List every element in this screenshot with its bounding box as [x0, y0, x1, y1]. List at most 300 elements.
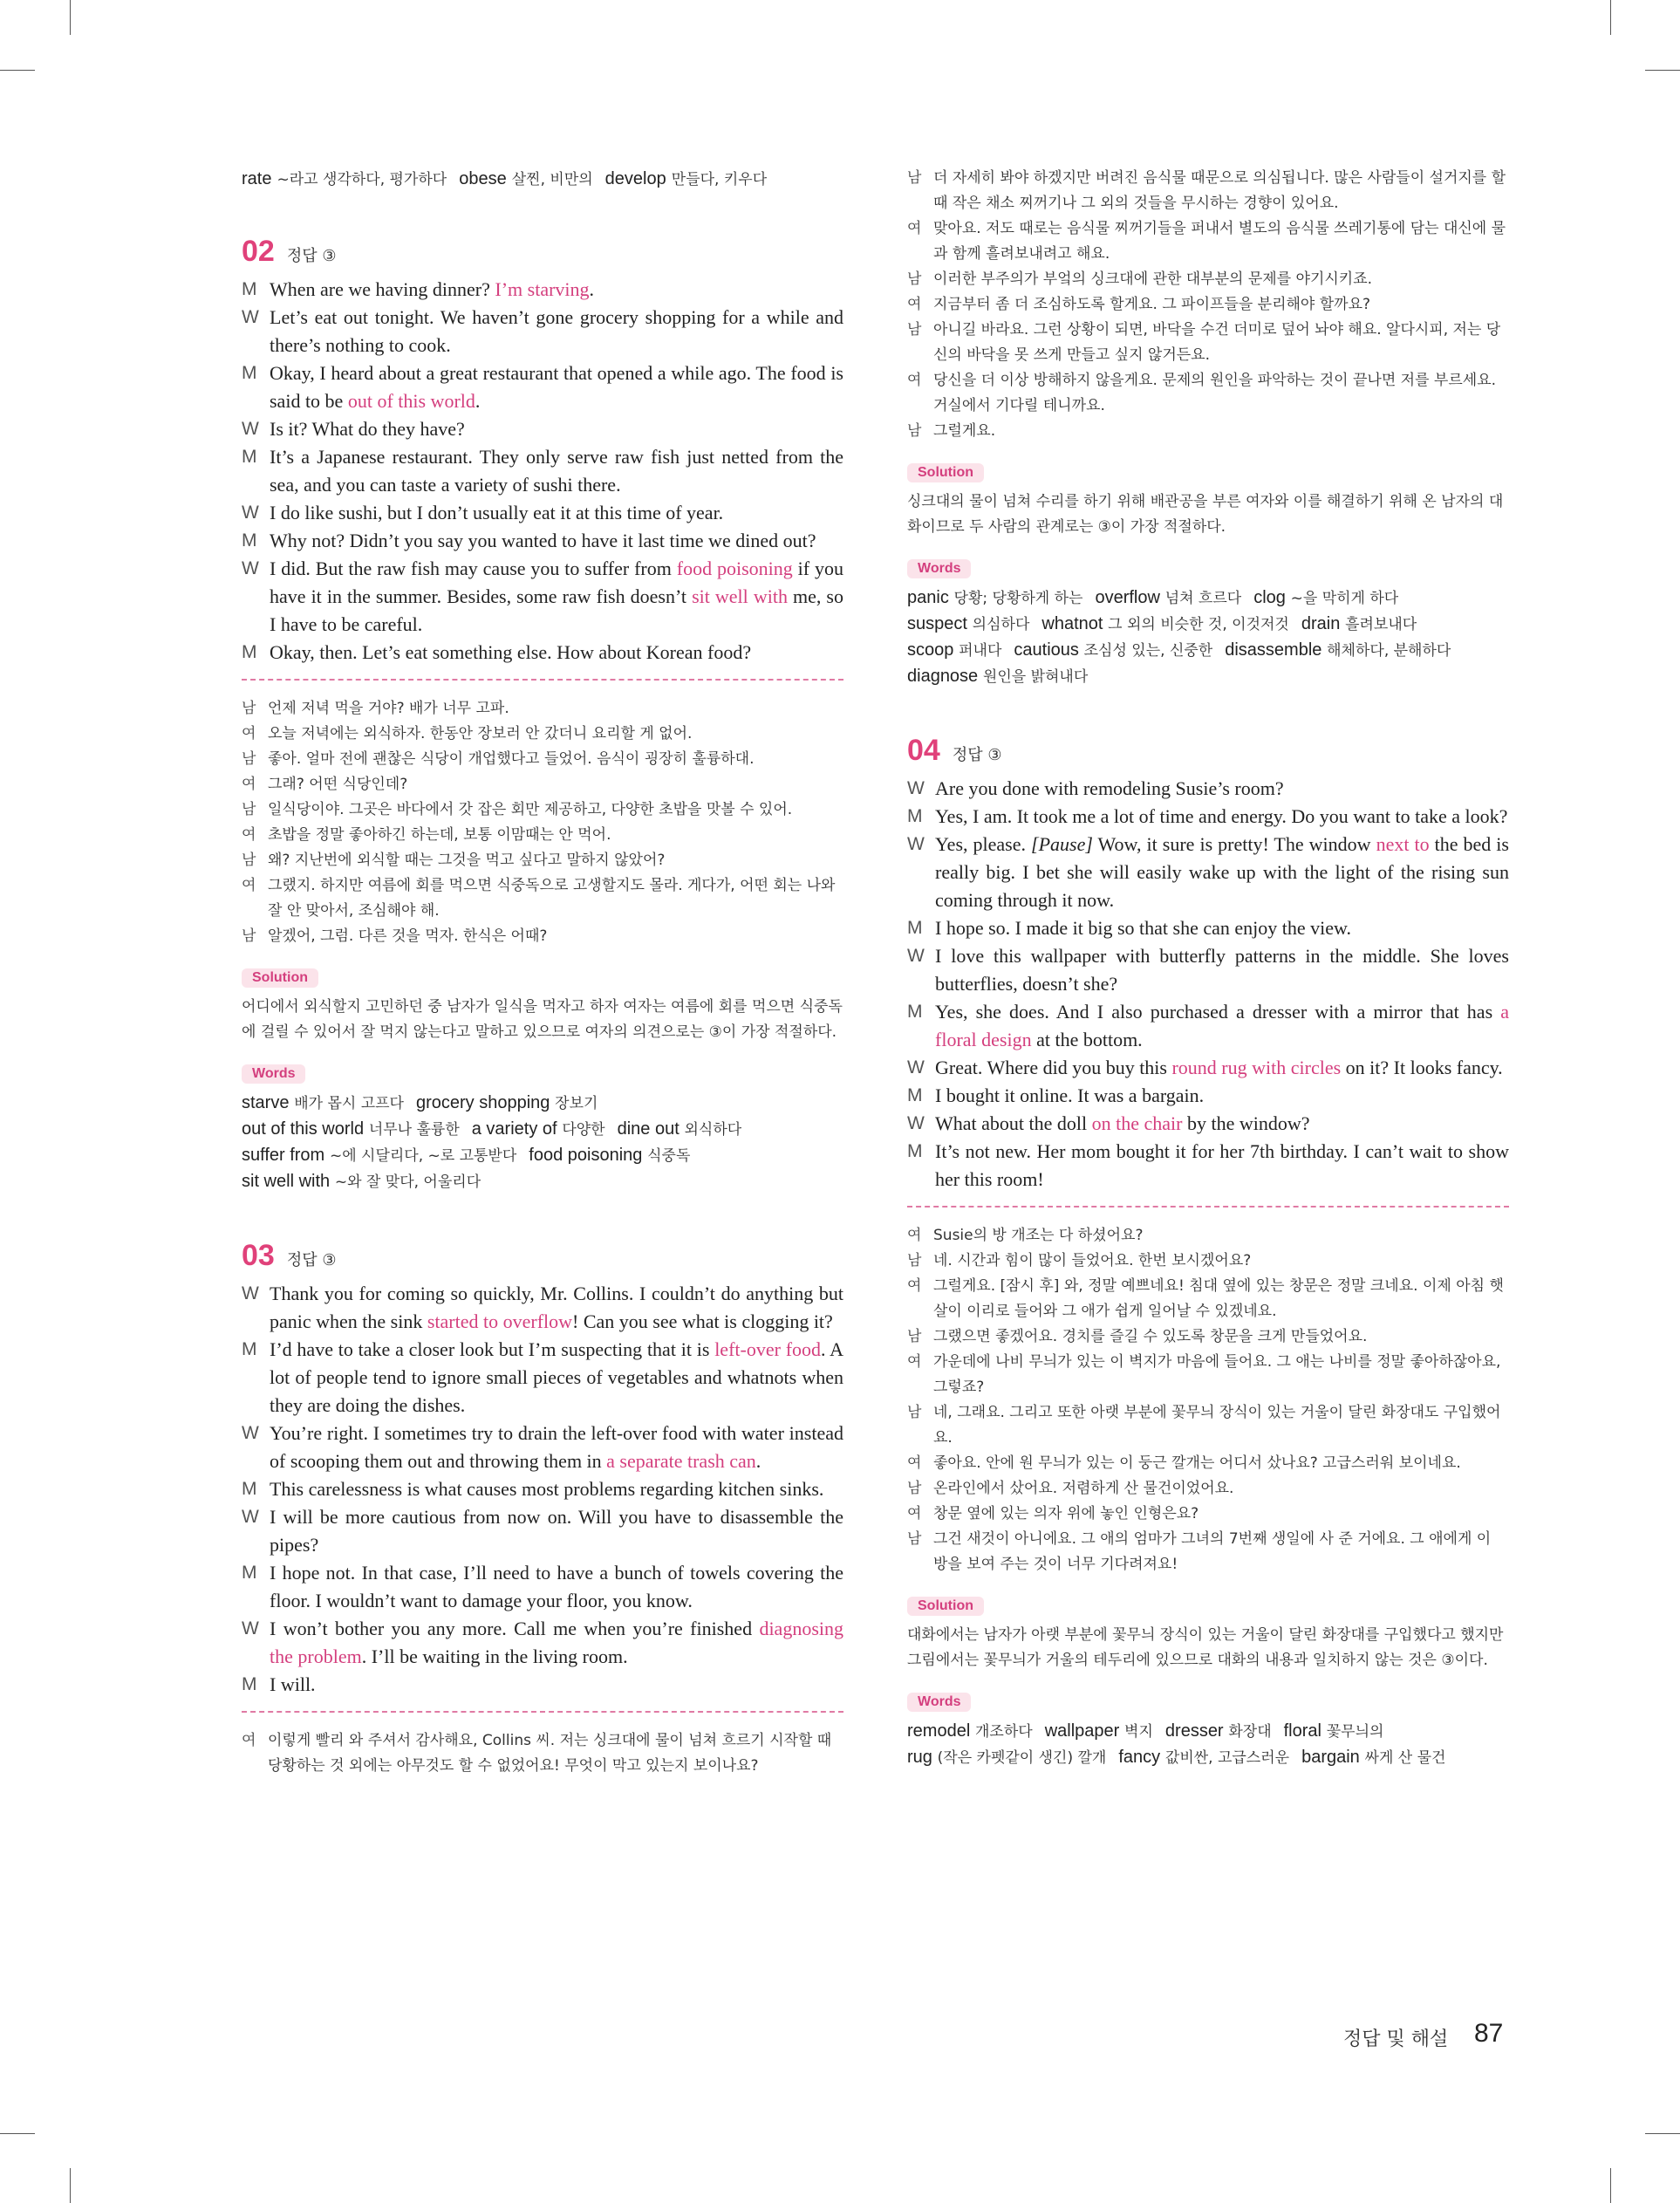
- dialogue-line: [242, 443, 843, 499]
- text-span: I won’t bother you any more. Call me when you’re finished: [270, 1618, 760, 1639]
- word-meaning: 값비싼, 고급스러운: [1164, 1749, 1290, 1767]
- word-meaning: 배가 몹시 고프다: [294, 1095, 404, 1112]
- words-row: [242, 1091, 843, 1117]
- word-meaning: 화장대: [1228, 1723, 1272, 1741]
- speaker-label: W: [242, 1507, 259, 1527]
- dialogue-text: [270, 639, 843, 667]
- word-term: rug: [907, 1748, 932, 1767]
- text-span: on it? It looks fancy.: [1341, 1057, 1503, 1078]
- word-term: dresser: [1164, 1721, 1224, 1741]
- words-badge: Words: [907, 559, 971, 578]
- highlighted-phrase: a separate trash can: [606, 1450, 756, 1472]
- dialogue-line: [242, 276, 843, 304]
- word-meaning: 벽지: [1124, 1723, 1153, 1741]
- solution-text: 어디에서 외식할지 고민하던 중 남자가 일식을 먹자고 하자 여자는 여름에 회를 먹으면 식중독에 걸릴 수 있어서 잘 먹지 않는다고 말하고 있으므로 여자의 의견으로는 ③이 가장 적절하다.: [242, 998, 843, 1041]
- dialogue-text: [270, 1420, 843, 1475]
- speaker-label: 여: [907, 1277, 922, 1295]
- crop-mark: [1610, 0, 1611, 35]
- text-span: . A lot of people tend to ignore small pieces of vegetables and whatnots when they are doing the dishes.: [270, 1338, 843, 1416]
- dialogue-text: [270, 304, 843, 359]
- text-span: I hope so. I made it big so that she can enjoy the view.: [935, 917, 1351, 939]
- dashed-separator: [242, 1711, 843, 1713]
- translation-text: 이렇게 빨리 와 주셔서 감사해요, Collins 씨. 저는 싱크대에 물이 넘쳐 흐르기 시작할 때 당황하는 것 외에는 아무것도 할 수 없었어요! 무엇이 막고 있는지 보이나요?: [268, 1732, 832, 1775]
- word-term: dine out: [617, 1119, 680, 1139]
- translation-text: 오늘 저녁에는 외식하자. 한동안 장보러 안 갔더니 요리할 게 없어.: [268, 725, 693, 742]
- translation-text: 창문 옆에 있는 의자 위에 놓인 인형은요?: [933, 1505, 1199, 1522]
- translation-line: [907, 292, 1509, 318]
- words-list: [242, 1091, 843, 1195]
- speaker-label: W: [242, 1618, 259, 1639]
- translation-text: 알겠어, 그럼. 다른 것을 먹자. 한식은 어때?: [268, 927, 548, 945]
- speaker-label: 남: [907, 1530, 922, 1548]
- dialogue-line: [907, 1054, 1509, 1082]
- word-meaning: 의심하다: [972, 616, 1030, 633]
- words-row: [907, 638, 1509, 664]
- speaker-label: M: [242, 1339, 257, 1359]
- word-term: drain: [1301, 614, 1341, 633]
- highlighted-phrase: food poisoning: [676, 558, 793, 579]
- dialogue-line: [907, 831, 1509, 914]
- translation-line: [907, 368, 1509, 419]
- crop-mark: [70, 2168, 71, 2203]
- answer-label: 정답 ③: [286, 1251, 337, 1269]
- translation-line: [907, 1476, 1509, 1502]
- speaker-label: 여: [242, 725, 256, 742]
- dialogue-line: [907, 942, 1509, 998]
- dialogue-text: [270, 1559, 843, 1615]
- translation-line: [242, 924, 843, 949]
- speaker-label: M: [242, 1674, 257, 1694]
- translation-text: Susie의 방 개조는 다 하셨어요?: [933, 1227, 1144, 1244]
- translation-line: [242, 797, 843, 823]
- dialogue-line: [242, 359, 843, 415]
- dialogue-line: [242, 1559, 843, 1615]
- word-term: grocery shopping: [415, 1093, 550, 1112]
- korean-translation: [907, 166, 1509, 444]
- text-span: Let’s eat out tonight. We haven’t gone grocery shopping for a while and there’s nothing to cook.: [270, 306, 843, 356]
- top-vocab: [242, 166, 843, 193]
- translation-text: 더 자세히 봐야 하겠지만 버려진 음식물 때문으로 의심됩니다. 많은 사람들이 설거지를 할 때 작은 채소 찌꺼기나 그 외의 것들을 무시하는 경향이 있어요.: [933, 169, 1506, 212]
- dialogue-text: [935, 942, 1509, 998]
- dialogue-line: [242, 1420, 843, 1475]
- translation-line: [242, 848, 843, 873]
- dialogue-line: [242, 555, 843, 639]
- speaker-label: M: [242, 447, 257, 467]
- dialogue-text: [270, 415, 843, 443]
- translation-line: [907, 1350, 1509, 1400]
- translation-text: 좋아요. 안에 원 무늬가 있는 이 둥근 깔개는 어디서 샀나요? 고급스러워 보이네요.: [933, 1454, 1461, 1472]
- translation-text: 온라인에서 샀어요. 저렴하게 산 물건이었어요.: [933, 1480, 1234, 1497]
- highlighted-phrase: left-over food: [714, 1338, 822, 1360]
- text-span: .: [475, 390, 481, 412]
- dialogue-line: [907, 914, 1509, 942]
- word-term: diagnose: [907, 667, 979, 686]
- word-term: panic: [907, 588, 949, 607]
- dialogue-text: [935, 803, 1509, 831]
- crop-mark: [0, 70, 35, 71]
- highlighted-phrase: I’m starving: [495, 278, 590, 300]
- dialogue-line: [907, 803, 1509, 831]
- question-number: 02: [242, 235, 275, 268]
- answer-label: 정답 ③: [286, 247, 337, 265]
- dialogue-text: [270, 443, 843, 499]
- speaker-label: M: [907, 918, 923, 938]
- highlighted-phrase: a floral design: [935, 1001, 1509, 1050]
- word-term: obese: [459, 169, 507, 188]
- highlighted-phrase: diagnosing the problem: [270, 1618, 843, 1667]
- word-meaning: 살찐, 비만의: [511, 171, 593, 188]
- word-meaning: 외식하다: [684, 1121, 742, 1139]
- text-span: It’s not new. Her mom bought it for her 7th birthday. I can’t wait to show her this room!: [935, 1140, 1509, 1190]
- word-meaning: 다양한: [562, 1121, 605, 1139]
- translation-line: [242, 696, 843, 722]
- word-meaning: 그 외의 비슷한 것, 이것저것: [1108, 616, 1289, 633]
- text-span: Yes, please.: [935, 833, 1032, 855]
- speaker-label: 여: [242, 826, 256, 844]
- answer-label: 정답 ③: [952, 746, 1002, 764]
- word-meaning: 개조하다: [975, 1723, 1033, 1741]
- words-badge: Words: [242, 1064, 305, 1084]
- translation-line: [907, 419, 1509, 444]
- dialogue-text: [270, 1336, 843, 1420]
- word-term: rate: [242, 169, 272, 188]
- word-term: scoop: [907, 640, 954, 660]
- dialogue-line: [907, 1138, 1509, 1194]
- dialogue-text: [935, 1054, 1509, 1082]
- dialogue-text: [935, 1110, 1509, 1138]
- words-row: [907, 664, 1509, 690]
- text-span: [Pause]: [1031, 833, 1093, 855]
- text-span: I do like sushi, but I don’t usually eat it at this time of year.: [270, 502, 724, 523]
- speaker-label: W: [242, 419, 259, 439]
- word-meaning: 장보기: [555, 1095, 598, 1112]
- translation-text: 가운데에 나비 무늬가 있는 이 벽지가 마음에 들어요. 그 애는 나비를 정말 좋아하잖아요, 그렇죠?: [933, 1353, 1501, 1396]
- dialogue-line: [907, 998, 1509, 1054]
- text-span: Is it? What do they have?: [270, 418, 465, 440]
- question-header: [242, 1239, 843, 1273]
- speaker-label: W: [242, 1283, 259, 1303]
- speaker-label: 여: [242, 1732, 256, 1749]
- speaker-label: 남: [242, 801, 256, 818]
- translation-text: 네, 그래요. 그리고 또한 아랫 부분에 꽃무늬 장식이 있는 거울이 달린 화장대도 구입했어요.: [933, 1404, 1501, 1447]
- speaker-label: M: [242, 279, 257, 299]
- text-span: the bed is really big. I bet she will easily wake up with the light of the rising sun coming through it now.: [935, 833, 1509, 911]
- word-term: overflow: [1095, 588, 1160, 607]
- text-span: Thank you for coming so quickly, Mr. Collins. I couldn’t do anything but panic when the sink: [270, 1283, 843, 1332]
- words-list: [907, 1719, 1509, 1771]
- word-term: suffer from: [242, 1146, 325, 1165]
- speaker-label: W: [242, 1423, 259, 1443]
- korean-translation: [907, 1223, 1509, 1577]
- translation-text: 그랬지. 하지만 여름에 회를 먹으면 식중독으로 고생할지도 몰라. 게다가, 어떤 회는 나와 잘 안 맞아서, 조심해야 해.: [268, 877, 836, 920]
- translation-line: [907, 1400, 1509, 1451]
- speaker-label: 남: [907, 270, 922, 288]
- translation-line: [242, 747, 843, 772]
- question-03: [242, 1239, 843, 1779]
- dashed-separator: [242, 679, 843, 681]
- text-span: You’re right. I sometimes try to drain the left-over food with water instead of scooping them out and throwing them in: [270, 1422, 843, 1472]
- translation-text: 일식당이야. 그곳은 바다에서 갓 잡은 회만 제공하고, 다양한 초밥을 맛볼 수 있어.: [268, 801, 793, 818]
- text-span: Why not? Didn’t you say you wanted to have it last time we dined out?: [270, 530, 816, 551]
- translation-line: [907, 1249, 1509, 1274]
- text-span: .: [755, 1450, 761, 1472]
- right-column: [907, 166, 1509, 1771]
- text-span: I hope not. In that case, I’ll need to have a bunch of towels covering the floor. I wouldn’t want to damage your floor, you know.: [270, 1562, 843, 1611]
- word-meaning: 만들다, 키우다: [671, 171, 768, 188]
- highlighted-phrase: next to: [1376, 833, 1430, 855]
- highlighted-phrase: round rug with circles: [1171, 1057, 1342, 1078]
- words-row: [907, 1719, 1509, 1745]
- highlighted-phrase: out of this world: [347, 390, 475, 412]
- speaker-label: 여: [907, 220, 922, 237]
- dialogue-text: [935, 1138, 1509, 1194]
- dialogue-text: [270, 1615, 843, 1671]
- speaker-label: 남: [907, 1328, 922, 1345]
- speaker-label: M: [242, 1563, 257, 1583]
- dashed-separator: [907, 1206, 1509, 1208]
- text-span: I will.: [270, 1673, 316, 1695]
- translation-text: 맞아요. 저도 때로는 음식물 찌꺼기들을 퍼내서 별도의 음식물 쓰레기통에 담는 대신에 물과 함께 흘려보내려고 해요.: [933, 220, 1506, 263]
- speaker-label: 여: [907, 1227, 922, 1244]
- word-meaning: (작은 카펫같이 생긴) 깔개: [937, 1749, 1107, 1767]
- question-02: [242, 235, 843, 1195]
- word-meaning: 원인을 밝혀내다: [982, 668, 1089, 686]
- speaker-label: W: [907, 834, 925, 854]
- question-04: [907, 734, 1509, 1771]
- text-span: Okay, then. Let’s eat something else. How about Korean food?: [270, 641, 752, 663]
- word-meaning: 조심성 있는, 신중한: [1083, 642, 1213, 660]
- korean-translation: [242, 696, 843, 949]
- crop-mark: [1610, 2168, 1611, 2203]
- footer-label: 정답 및 해설: [1343, 2029, 1449, 2050]
- translation-line: [907, 1274, 1509, 1324]
- translation-text: 언제 저녁 먹을 거야? 배가 너무 고파.: [268, 700, 509, 717]
- text-span: This carelessness is what causes most problems regarding kitchen sinks.: [270, 1478, 824, 1500]
- word-term: out of this world: [242, 1119, 365, 1139]
- english-dialogue: [242, 1280, 843, 1699]
- word-term: sit well with: [242, 1172, 331, 1191]
- translation-line: [907, 267, 1509, 292]
- english-dialogue: [907, 775, 1509, 1194]
- text-span: Wow, it sure is pretty! The window: [1092, 833, 1376, 855]
- translation-line: [242, 873, 843, 924]
- translation-text: 아니길 바라요. 그런 상황이 되면, 바닥을 수건 더미로 덮어 놔야 해요. 알다시피, 저는 당신의 바닥을 못 쓰게 만들고 싶지 않거든요.: [933, 321, 1501, 364]
- text-span: I will be more cautious from now on. Will you have to disassemble the pipes?: [270, 1506, 843, 1556]
- crop-mark: [1645, 2133, 1680, 2134]
- text-span: ! Can you see what is clogging it?: [572, 1310, 833, 1332]
- dialogue-text: [270, 527, 843, 555]
- translation-text: 그건 새것이 아니에요. 그 애의 엄마가 그녀의 7번째 생일에 사 준 거에요. 그 애에게 이 방을 보여 주는 것이 너무 기다려져요!: [933, 1530, 1492, 1573]
- translation-line: [242, 722, 843, 747]
- translation-text: 지금부터 좀 더 조심하도록 할게요. 그 파이프들을 분리해야 할까요?: [933, 296, 1371, 313]
- word-meaning: 꽃무늬의: [1326, 1723, 1384, 1741]
- dialogue-text: [935, 1082, 1509, 1110]
- question-number: 03: [242, 1239, 275, 1272]
- text-span: Yes, she does. And I also purchased a dresser with a mirror that has: [935, 1001, 1501, 1023]
- speaker-label: 남: [907, 1480, 922, 1497]
- dialogue-line: [242, 499, 843, 527]
- speaker-label: W: [907, 778, 925, 798]
- speaker-label: 남: [907, 422, 922, 440]
- text-span: I did. But the raw fish may cause you to suffer from: [270, 558, 677, 579]
- crop-mark: [70, 0, 71, 35]
- question-header: [907, 734, 1509, 768]
- translation-line: [907, 1502, 1509, 1527]
- word-meaning: ~에 시달리다, ~로 고통받다: [329, 1147, 517, 1165]
- speaker-label: 여: [907, 372, 922, 389]
- translation-line: [907, 166, 1509, 216]
- speaker-label: W: [242, 558, 259, 578]
- dialogue-text: [270, 1280, 843, 1336]
- text-span: if you have it in the summer. Besides, some raw fish doesn’t: [270, 558, 843, 607]
- text-span: I love this wallpaper with butterfly patterns in the middle. She loves butterflies, doesn’t she?: [935, 945, 1509, 995]
- dialogue-text: [270, 1503, 843, 1559]
- word-term: a variety of: [471, 1119, 557, 1139]
- dialogue-text: [935, 775, 1509, 803]
- speaker-label: 남: [907, 1252, 922, 1269]
- speaker-label: 여: [242, 877, 256, 894]
- words-row: [242, 1169, 843, 1195]
- text-span: Are you done with remodeling Susie’s room?: [935, 777, 1284, 799]
- words-badge: Words: [907, 1693, 971, 1712]
- word-meaning: 해체하다, 분해하다: [1327, 642, 1451, 660]
- word-term: floral: [1283, 1721, 1321, 1741]
- word-term: fancy: [1118, 1748, 1161, 1767]
- translation-line: [242, 1728, 843, 1779]
- dialogue-line: [242, 1503, 843, 1559]
- translation-text: 그럴게요.: [933, 422, 996, 440]
- dialogue-text: [270, 359, 843, 415]
- speaker-label: 남: [242, 927, 256, 945]
- speaker-label: M: [907, 1002, 923, 1022]
- word-term: whatnot: [1041, 614, 1103, 633]
- dialogue-line: [907, 775, 1509, 803]
- word-meaning: 싸게 산 물건: [1364, 1749, 1446, 1767]
- crop-mark: [1645, 70, 1680, 71]
- question-03-continued: [907, 166, 1509, 690]
- translation-line: [907, 216, 1509, 267]
- word-meaning: 흘려보내다: [1345, 616, 1417, 633]
- dialogue-line: [242, 639, 843, 667]
- dialogue-text: [270, 1475, 843, 1503]
- crop-mark: [0, 2133, 35, 2134]
- dialogue-line: [907, 1082, 1509, 1110]
- text-span: Yes, I am. It took me a lot of time and energy. Do you want to take a look?: [935, 805, 1508, 827]
- translation-text: 왜? 지난번에 외식할 때는 그것을 먹고 싶다고 말하지 않았어?: [268, 852, 666, 869]
- speaker-label: M: [242, 363, 257, 383]
- translation-text: 초밥을 정말 좋아하긴 하는데, 보통 이맘때는 안 먹어.: [268, 826, 611, 844]
- korean-translation: [242, 1728, 843, 1779]
- page-number: 87: [1474, 2019, 1504, 2048]
- solution-badge: Solution: [242, 968, 318, 988]
- translation-line: [907, 1451, 1509, 1476]
- highlighted-phrase: sit well with: [692, 585, 788, 607]
- dialogue-line: [907, 1110, 1509, 1138]
- word-meaning: 당황; 당황하게 하는: [953, 590, 1083, 607]
- dialogue-line: [242, 1615, 843, 1671]
- translation-text: 이러한 부주의가 부엌의 싱크대에 관한 대부분의 문제를 야기시키죠.: [933, 270, 1373, 288]
- words-row: [907, 612, 1509, 638]
- dialogue-line: [242, 304, 843, 359]
- speaker-label: M: [242, 530, 257, 551]
- word-meaning: 너무나 훌륭한: [368, 1121, 460, 1139]
- dialogue-line: [242, 527, 843, 555]
- text-span: I’d have to take a closer look but I’m suspecting that it is: [270, 1338, 715, 1360]
- word-term: wallpaper: [1044, 1721, 1120, 1741]
- translation-line: [907, 1527, 1509, 1577]
- words-row: [242, 1143, 843, 1169]
- solution-badge: Solution: [907, 463, 984, 482]
- solution-badge: Solution: [907, 1597, 984, 1616]
- translation-line: [242, 772, 843, 797]
- dialogue-line: [242, 1475, 843, 1503]
- translation-line: [907, 1223, 1509, 1249]
- text-span: me, so I have to be careful.: [270, 585, 843, 635]
- translation-text: 좋아. 얼마 전에 괜찮은 식당이 개업했다고 들었어. 음식이 굉장히 훌륭하대.: [268, 750, 755, 768]
- word-term: disassemble: [1225, 640, 1322, 660]
- text-span: Okay, I heard about a great restaurant that opened a while ago. The food is said to be: [270, 362, 843, 412]
- speaker-label: W: [907, 1057, 925, 1078]
- translation-line: [907, 1324, 1509, 1350]
- dialogue-text: [935, 998, 1509, 1054]
- dialogue-text: [935, 831, 1509, 914]
- question-header: [242, 235, 843, 269]
- dialogue-line: [242, 415, 843, 443]
- word-term: remodel: [907, 1721, 971, 1741]
- speaker-label: 남: [907, 169, 922, 187]
- speaker-label: M: [907, 1085, 923, 1105]
- speaker-label: 남: [907, 1404, 922, 1421]
- speaker-label: 여: [907, 1353, 922, 1371]
- highlighted-phrase: started to overflow: [427, 1310, 573, 1332]
- text-span: . I’ll be waiting in the living room.: [361, 1645, 628, 1667]
- dialogue-line: [242, 1280, 843, 1336]
- translation-text: 당신을 더 이상 방해하지 않을게요. 문제의 원인을 파악하는 것이 끝나면 저를 부르세요. 거실에서 기다릴 테니까요.: [933, 372, 1497, 414]
- speaker-label: 여: [907, 1505, 922, 1522]
- translation-text: 그래? 어떤 식당인데?: [268, 776, 408, 793]
- word-meaning: 퍼내다: [959, 642, 1002, 660]
- speaker-label: 남: [242, 700, 256, 717]
- speaker-label: 남: [242, 852, 256, 869]
- solution-text: 싱크대의 물이 넘쳐 수리를 하기 위해 배관공을 부른 여자와 이를 해결하기 위해 온 남자의 대화이므로 두 사람의 관계로는 ③이 가장 적절하다.: [907, 493, 1504, 536]
- english-dialogue: [242, 276, 843, 667]
- speaker-label: 여: [907, 1454, 922, 1472]
- dialogue-text: [270, 499, 843, 527]
- text-span: It’s a Japanese restaurant. They only serve raw fish just netted from the sea, and you can taste a variety of sushi there.: [270, 446, 843, 496]
- word-term: clog: [1253, 588, 1286, 607]
- translation-line: [242, 823, 843, 848]
- text-span: .: [589, 278, 595, 300]
- speaker-label: M: [242, 1479, 257, 1499]
- word-term: suspect: [907, 614, 967, 633]
- speaker-label: 여: [907, 296, 922, 313]
- word-meaning: ~을 막히게 하다: [1290, 590, 1399, 607]
- word-meaning: ~라고 생각하다, 평가하다: [277, 171, 447, 188]
- speaker-label: 남: [907, 321, 922, 339]
- translation-text: 네. 시간과 힘이 많이 들었어요. 한번 보시겠어요?: [933, 1252, 1252, 1269]
- word-meaning: 넘쳐 흐르다: [1164, 590, 1242, 607]
- words-list: [907, 585, 1509, 690]
- speaker-label: 여: [242, 776, 256, 793]
- translation-text: 그랬으면 좋겠어요. 경치를 즐길 수 있도록 창문을 크게 만들었어요.: [933, 1328, 1368, 1345]
- word-term: starve: [242, 1093, 290, 1112]
- dialogue-text: [270, 555, 843, 639]
- word-term: food poisoning: [529, 1146, 643, 1165]
- word-term: develop: [604, 169, 666, 188]
- speaker-label: 남: [242, 750, 256, 768]
- translation-text: 그럴게요. [잠시 후] 와, 정말 예쁘네요! 침대 옆에 있는 창문은 정말 크네요. 이제 아침 햇살이 이리로 들어와 그 애가 쉽게 일어날 수 있겠네요.: [933, 1277, 1504, 1320]
- speaker-label: W: [907, 1113, 925, 1133]
